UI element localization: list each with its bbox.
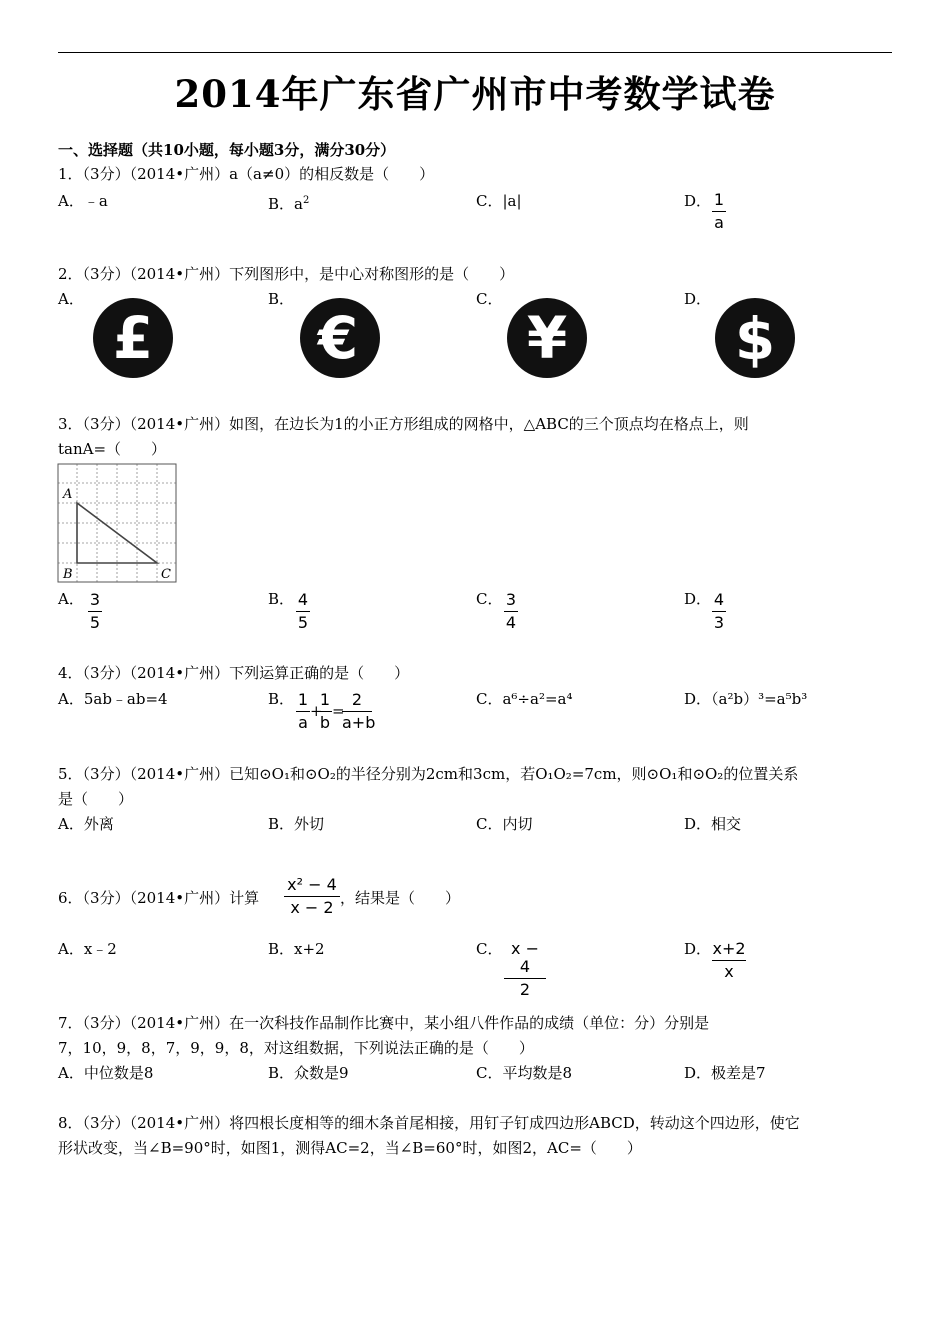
q3-option-d: D． <box>684 590 712 608</box>
q6-option-d-fraction: x+2 x <box>712 939 746 981</box>
question-6-stem-prefix: 6．（3分）（2014•广州）计算 <box>58 889 260 907</box>
vertex-b-label: B <box>63 567 73 582</box>
q3-option-d-fraction: 4 3 <box>713 590 725 632</box>
q2-option-a: A． <box>58 290 84 308</box>
question-4-stem: 4．（3分）（2014•广州）下列运算正确的是（ ） <box>58 664 410 682</box>
q6-expression-fraction: x² − 4 x − 2 <box>284 876 340 917</box>
q1-option-d-label: D． <box>684 192 712 210</box>
q5-option-d: D．相交 <box>684 815 742 833</box>
grid-triangle-figure <box>57 463 179 585</box>
q1-option-c: C．|a| <box>476 192 522 210</box>
euro-coin-icon <box>298 296 382 380</box>
q1-option-a: A．﹣a <box>58 192 108 210</box>
q3-option-a: A． <box>58 590 84 608</box>
q4-b-fraction-1: 1 a <box>297 690 309 732</box>
question-2-stem: 2．（3分）（2014•广州）下列图形中，是中心对称图形的是（ ） <box>58 265 515 283</box>
q4-option-a: A．5ab﹣ab=4 <box>58 690 168 708</box>
q2-option-b: B． <box>268 290 295 308</box>
svg-text:¥: ¥ <box>526 304 568 372</box>
q7-option-a: A．中位数是8 <box>58 1064 154 1082</box>
q4-b-fraction-2: 1 b <box>319 690 331 732</box>
svg-text:€: € <box>317 304 359 372</box>
svg-text:$: $ <box>734 305 776 373</box>
q3-option-c-fraction: 3 4 <box>505 590 517 632</box>
q5-option-a: A．外离 <box>58 815 114 833</box>
section-heading: 一、选择题（共10小题，每小题3分，满分30分） <box>58 141 396 159</box>
q4-option-c: C．a⁶÷a²=a⁴ <box>476 690 573 708</box>
page-title: 2014年广东省广州市中考数学试卷 <box>174 72 776 116</box>
svg-text:£: £ <box>112 304 154 372</box>
question-5-stem-line1: 5．（3分）（2014•广州）已知⊙O₁和⊙O₂的半径分别为2cm和3cm，若O₁O₂=7cm，则⊙O₁和⊙O₂的位置关系 <box>58 765 799 783</box>
q7-option-b: B．众数是9 <box>268 1064 349 1082</box>
q6-option-d: D． <box>684 940 712 958</box>
yen-coin-icon <box>505 296 589 380</box>
question-8-stem-line1: 8．（3分）（2014•广州）将四根长度相等的细木条首尾相接，用钉子钉成四边形ABCD，转动这个四边形，使它 <box>58 1114 800 1132</box>
q3-option-a-fraction: 3 5 <box>89 590 101 632</box>
q2-option-c: C． <box>476 290 503 308</box>
q5-option-b: B．外切 <box>268 815 325 833</box>
question-3-stem-line2: tanA=（ ） <box>58 440 167 458</box>
q5-option-c: C．内切 <box>476 815 533 833</box>
q4-b-plus: + <box>310 702 323 720</box>
pound-coin-icon <box>91 296 175 380</box>
vertex-c-label: C <box>161 567 171 582</box>
q6-option-c: C． <box>476 940 503 958</box>
header-rule <box>58 52 892 53</box>
question-7-stem-line1: 7．（3分）（2014•广州）在一次科技作品制作比赛中，某小组八件作品的成绩（单位：分）分别是 <box>58 1014 710 1032</box>
q6-option-c-fraction: x − 4 2 <box>504 940 546 999</box>
q4-b-fraction-3: 2 a+b <box>342 690 376 732</box>
q7-option-d: D．极差是7 <box>684 1064 766 1082</box>
q1-option-d-fraction: 1 a <box>713 190 725 232</box>
vertex-a-label: A <box>63 487 73 502</box>
q4-option-d: D．（a²b）³=a⁵b³ <box>684 690 808 708</box>
q4-b-equals: = <box>332 702 345 720</box>
q3-option-c: C． <box>476 590 503 608</box>
question-6-stem-suffix: ，结果是（ ） <box>340 889 461 907</box>
q6-option-b: B．x+2 <box>268 940 325 958</box>
dollar-coin-icon <box>713 296 797 380</box>
q2-option-d: D． <box>684 290 712 308</box>
question-7-stem-line2: 7，10，9，8，7，9，9，8，对这组数据，下列说法正确的是（ ） <box>58 1039 534 1057</box>
q1-option-b: B．$a^2$ <box>268 195 310 213</box>
q4-option-b: B． <box>268 690 295 708</box>
q6-option-a: A．x﹣2 <box>58 940 117 958</box>
q3-option-b: B． <box>268 590 295 608</box>
question-3-stem-line1: 3．（3分）（2014•广州）如图，在边长为1的小正方形组成的网格中，△ABC的三个顶点均在格点上，则 <box>58 415 749 433</box>
q7-option-c: C．平均数是8 <box>476 1064 573 1082</box>
question-1-stem: 1．（3分）（2014•广州）a（a≠0）的相反数是（ ） <box>58 165 435 183</box>
q3-option-b-fraction: 4 5 <box>297 590 309 632</box>
question-8-stem-line2: 形状改变，当∠B=90°时，如图1，测得AC=2，当∠B=60°时，如图2，AC=（ ） <box>58 1139 642 1157</box>
question-5-stem-line2: 是（ ） <box>58 790 134 808</box>
